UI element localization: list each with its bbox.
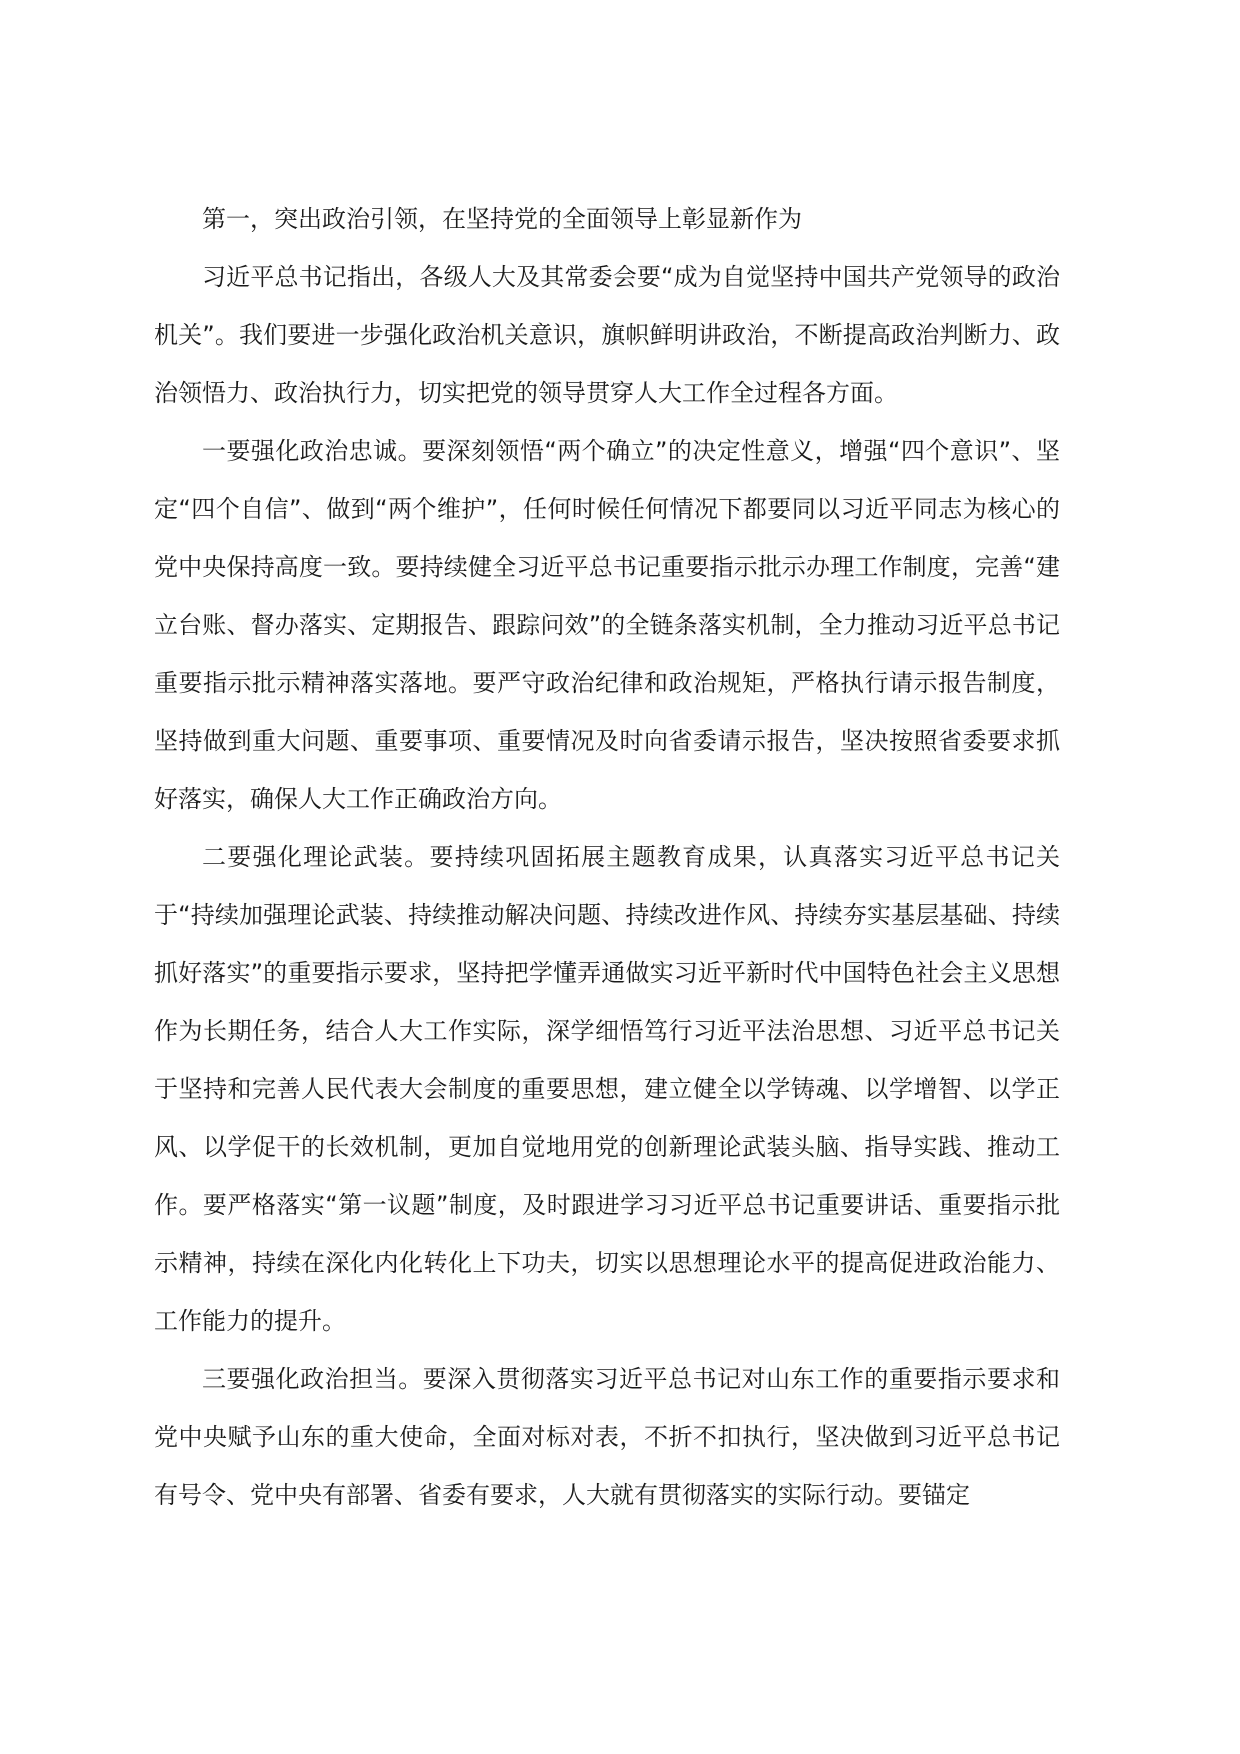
paragraph-theoretical-arming: 二要强化理论武装。要持续巩固拓展主题教育成果，认真落实习近平总书记关于“持续加强理论武装、持续推动解决问题、持续改进作风、持续夯实基层基础、持续抓好落实”的重要指示要求，坚持把学懂弄通做实习近平新时代中国特色社会主义思想作为长期任务，结合人大工作实际，深学细悟笃行习近平法治思想、习近平总书记关于坚持和完善人民代表大会制度的重要思想，建立健全以学铸魂、以学增智、以学正风、以学促干的长效机制，更加自觉地用党的创新理论武装头脑、指导实践、推动工作。要严格落实“第一议题”制度，及时跟进学习习近平总书记重要讲话、重要指示批示精神，持续在深化内化转化上下功夫，切实以思想理论水平的提高促进政治能力、工作能力的提升。	[154, 843, 1060, 1335]
paragraph-intro: 习近平总书记指出，各级人大及其常委会要“成为自觉坚持中国共产党领导的政治机关”。我们要进一步强化政治机关意识，旗帜鲜明讲政治，不断提高政治判断力、政治领悟力、政治执行力，切实把党的领导贯穿人大工作全过程各方面。	[154, 263, 1060, 407]
section-heading: 第一，突出政治引领，在坚持党的全面领导上彰显新作为	[202, 205, 802, 233]
paragraph-political-loyalty: 一要强化政治忠诚。要深刻领悟“两个确立”的决定性意义，增强“四个意识”、坚定“四个自信”、做到“两个维护”，任何时候任何情况下都要同以习近平同志为核心的党中央保持高度一致。要持续健全习近平总书记重要指示批示办理工作制度，完善“建立台账、督办落实、定期报告、跟踪问效”的全链条落实机制，全力推动习近平总书记重要指示批示精神落实落地。要严守政治纪律和政治规矩，严格执行请示报告制度，坚持做到重大问题、重要事项、重要情况及时向省委请示报告，坚决按照省委要求抓好落实，确保人大工作正确政治方向。	[154, 437, 1060, 813]
paragraph-political-responsibility: 三要强化政治担当。要深入贯彻落实习近平总书记对山东工作的重要指示要求和党中央赋予山东的重大使命，全面对标对表，不折不扣执行，坚决做到习近平总书记有号令、党中央有部署、省委有要求，人大就有贯彻落实的实际行动。要锚定	[154, 1365, 1060, 1509]
document-body	[154, 190, 1060, 1524]
